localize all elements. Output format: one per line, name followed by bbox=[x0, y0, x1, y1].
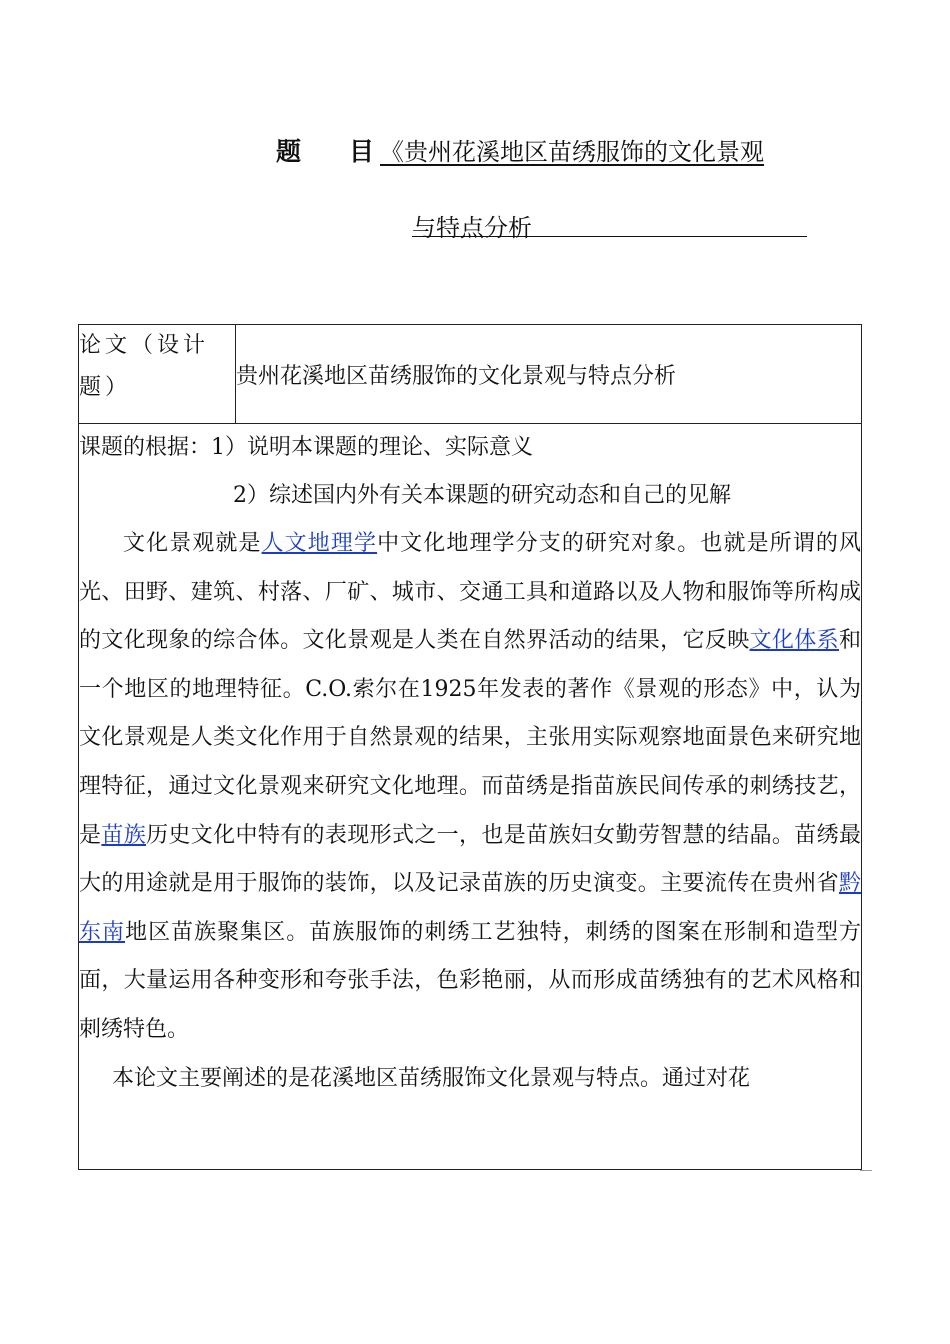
link-human-geography[interactable]: 人文地理学 bbox=[261, 531, 378, 556]
title-label bbox=[276, 132, 374, 168]
basis-heading-1: 课题的根据：1）说明本课题的理论、实际意义 bbox=[79, 435, 533, 460]
basis-cell bbox=[79, 424, 862, 1170]
link-qiandongnan[interactable]: 黔东南 bbox=[79, 871, 861, 945]
body-paragraph-2: 本论文主要阐述的是花溪地区苗绣服饰文化景观与特点。通过对花 bbox=[112, 1065, 751, 1091]
para1-text-3: 和一个地区的地理特征。C.O.索尔在1925年发表的著作《景观的形态》中，认为文化景观是人类文化作用于自然景观的结果，主张用实际观察地面景色来研究地理特征，通过文化景观来研究文化地理。而苗绣是指苗族民间传承的刺绣技艺，是 bbox=[79, 628, 861, 848]
link-miao-people[interactable]: 苗族 bbox=[101, 822, 147, 848]
proposal-table bbox=[78, 324, 862, 1170]
title-underline bbox=[412, 236, 807, 237]
thesis-title-label: 论文（设计题） bbox=[79, 325, 236, 424]
link-cultural-system[interactable]: 文化体系 bbox=[749, 628, 839, 654]
body-paragraph-1 bbox=[79, 520, 861, 1055]
title-text-line2: 与特点分析 bbox=[412, 214, 532, 242]
title-label-char1: 题 bbox=[276, 137, 302, 166]
title-row bbox=[79, 325, 862, 424]
basis-heading-2: 2）综述国内外有关本课题的研究动态和自己的见解 bbox=[233, 483, 731, 508]
title-text-line1: 《贵州花溪地区苗绣服饰的文化景观 bbox=[380, 138, 764, 166]
title-label-char2: 目 bbox=[349, 137, 375, 166]
para1-text-4: 历史文化中特有的表现形式之一，也是苗族妇女勤劳智慧的结晶。苗绣最大的用途就是用于服饰的装饰，以及记录苗族的历史演变。主要流传在贵州省 bbox=[79, 822, 861, 897]
basis-row bbox=[79, 424, 862, 1170]
thesis-title-value: 贵州花溪地区苗绣服饰的文化景观与特点分析 bbox=[236, 325, 862, 424]
para1-text-2: 中文化地理学分支的研究对象。也就是所谓的风光、田野、建筑、村落、厂矿、城市、交通工具和道路以及人物和服饰等所构成的文化现象的综合体。文化景观是人类在自然界活动的结果，它反映 bbox=[79, 531, 861, 654]
page-edge-mark bbox=[860, 1170, 872, 1171]
para1-text-1: 文化景观就是 bbox=[123, 531, 262, 556]
para1-text-5: 地区苗族聚集区。苗族服饰的刺绣工艺独特，刺绣的图案在形制和造型方面，大量运用各种变形和夸张手法，色彩艳丽，从而形成苗绣独有的艺术风格和刺绣特色。 bbox=[79, 919, 861, 1042]
